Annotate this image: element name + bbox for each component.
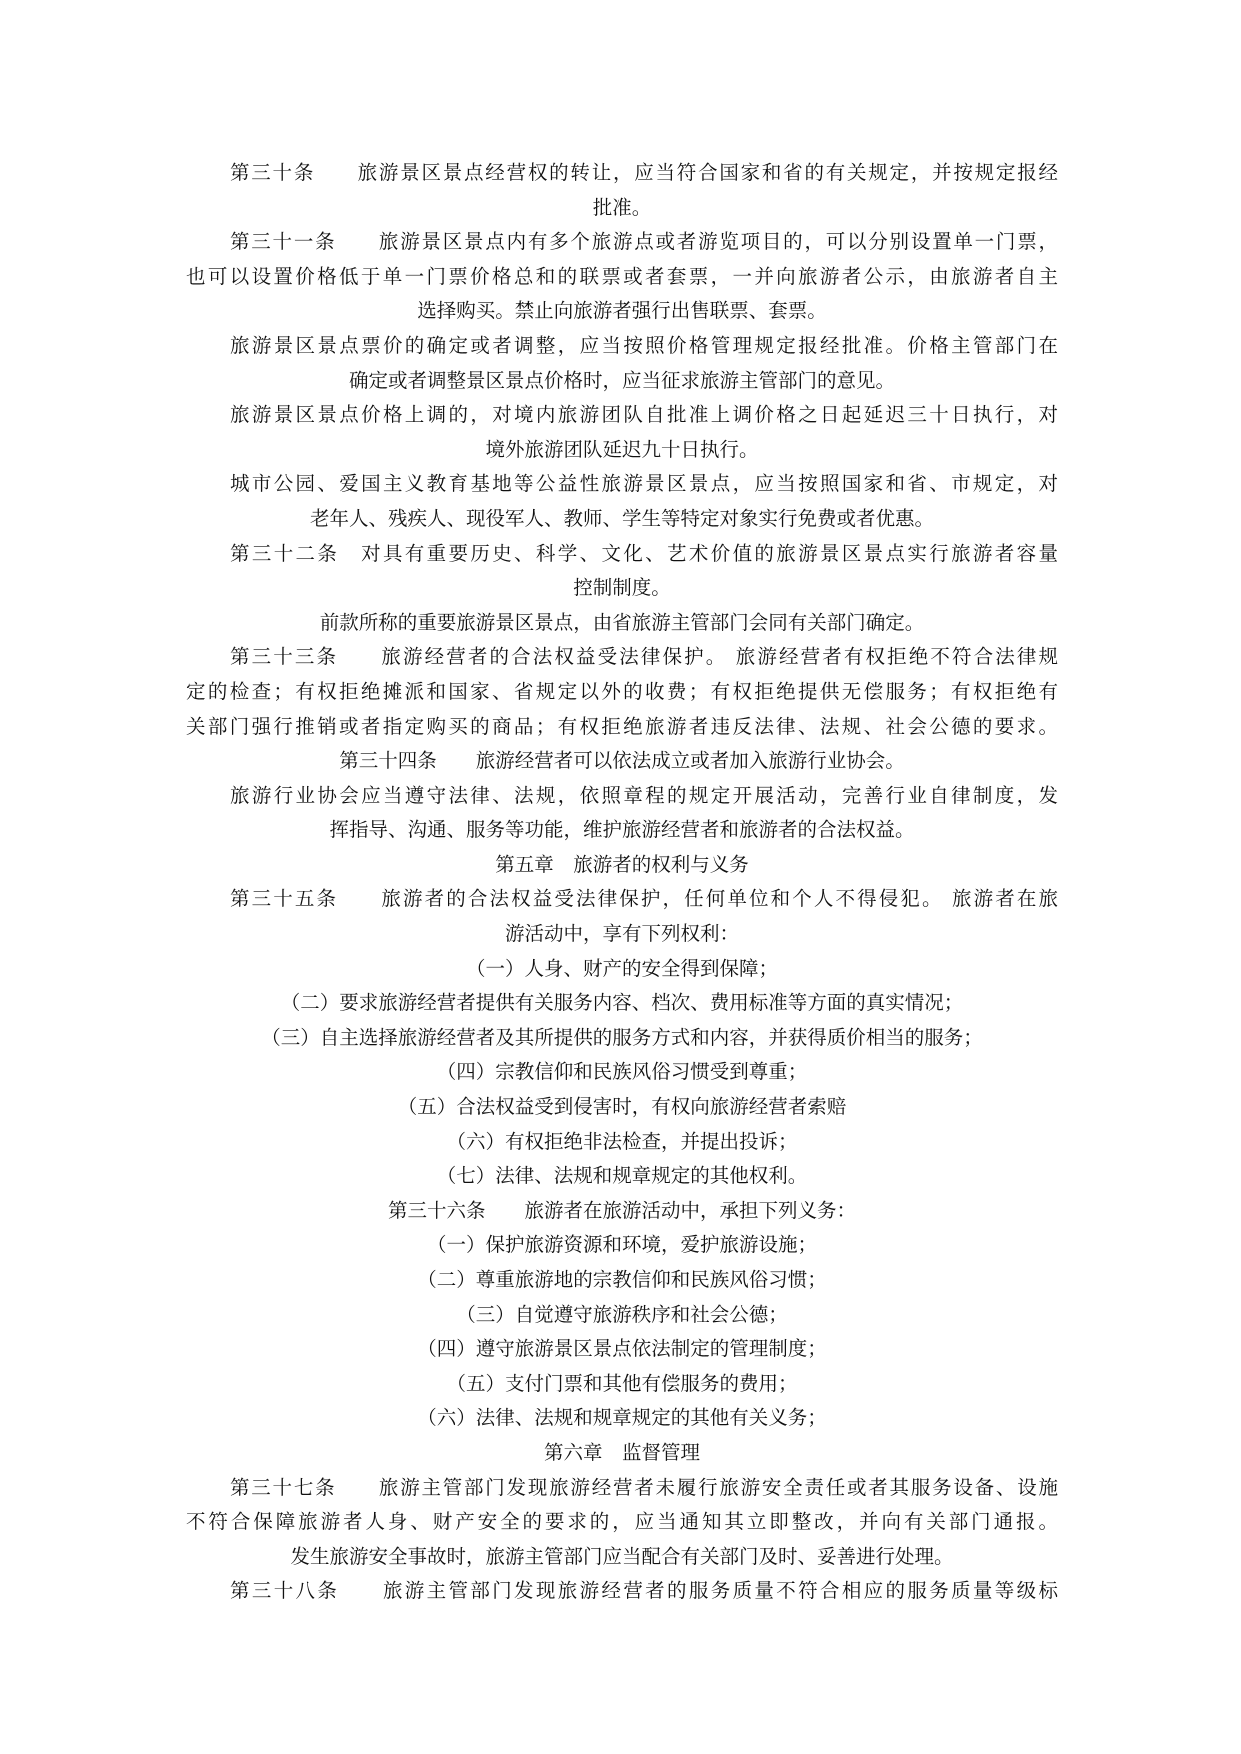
list-item: （二）要求旅游经营者提供有关服务内容、档次、费用标准等方面的真实情况； [280, 991, 964, 1015]
list-item: （三）自主选择旅游经营者及其所提供的服务方式和内容，并获得质价相当的服务； [261, 1025, 983, 1049]
text-line: 发生旅游安全事故时，旅游主管部门应当配合有关部门及时、妥善进行处理。 [290, 1544, 954, 1568]
text-line: 第三十八条 旅游主管部门发现旅游经营者的服务质量不符合相应的服务质量等级标 [230, 1579, 1058, 1603]
document-body [186, 156, 1058, 1609]
text-line: 关部门强行推销或者指定购买的商品；有权拒绝旅游者违反法律、法规、社会公德的要求。 [186, 714, 1058, 738]
list-item: （四）遵守旅游景区景点依法制定的管理制度； [417, 1337, 827, 1361]
text-line: 游活动中，享有下列权利： [504, 922, 739, 946]
text-line: 旅游景区景点票价的确定或者调整，应当按照价格管理规定报经批准。价格主管部门在 [230, 333, 1058, 357]
list-item: （三）自觉遵守旅游秩序和社会公德； [456, 1302, 788, 1326]
text-line: 第三十七条 旅游主管部门发现旅游经营者未履行旅游安全责任或者其服务设备、设施 [230, 1475, 1058, 1499]
text-line: 不符合保障旅游者人身、财产安全的要求的，应当通知其立即整改，并向有关部门通报。 [186, 1510, 1058, 1534]
text-line: 第三十条 旅游景区景点经营权的转让，应当符合国家和省的有关规定，并按规定报经 [230, 161, 1058, 184]
chapter-heading: 第六章 监督管理 [543, 1440, 700, 1464]
text-line: 第三十二条 对具有重要历史、科学、文化、艺术价值的旅游景区景点实行旅游者容量 [230, 541, 1058, 565]
text-line: 旅游行业协会应当遵守法律、法规，依照章程的规定开展活动，完善行业自律制度，发 [230, 783, 1058, 807]
list-item: （五）支付门票和其他有偿服务的费用； [446, 1371, 798, 1395]
text-line: 挥指导、沟通、服务等功能，维护旅游经营者和旅游者的合法权益。 [329, 818, 915, 842]
list-item: （一）人身、财产的安全得到保障； [465, 956, 778, 980]
text-line: 老年人、残疾人、现役军人、教师、学生等特定对象实行免费或者优惠。 [309, 506, 934, 530]
text-line: 境外旅游团队延迟九十日执行。 [485, 437, 759, 461]
list-item: （六）有权拒绝非法检查，并提出投诉； [446, 1129, 798, 1153]
text-line: 控制制度。 [573, 576, 671, 600]
text-line: 确定或者调整景区景点价格时，应当征求旅游主管部门的意见。 [348, 368, 895, 392]
list-item: （七）法律、法规和规章规定的其他权利。 [436, 1164, 808, 1188]
text-line: 也可以设置价格低于单一门票价格总和的联票或者套票，一并向旅游者公示，由旅游者自主 [186, 264, 1058, 288]
text-line: 第三十六条 旅游者在旅游活动中，承担下列义务： [387, 1198, 856, 1222]
text-line: 旅游景区景点价格上调的，对境内旅游团队自批准上调价格之日起延迟三十日执行，对 [230, 403, 1058, 427]
list-item: （四）宗教信仰和民族风俗习惯受到尊重； [436, 1060, 808, 1084]
text-line: 城市公园、爱国主义教育基地等公益性旅游景区景点，应当按照国家和省、市规定，对 [230, 472, 1058, 496]
text-line: 第三十一条 旅游景区景点内有多个旅游点或者游览项目的，可以分别设置单一门票， [230, 230, 1058, 254]
text-line: 定的检查；有权拒绝摊派和国家、省规定以外的收费；有权拒绝提供无偿服务；有权拒绝有 [186, 679, 1058, 703]
list-item: （一）保护旅游资源和环境，爱护旅游设施； [426, 1233, 817, 1257]
text-line: 第三十四条 旅游经营者可以依法成立或者加入旅游行业协会。 [339, 749, 905, 773]
text-line: 前款所称的重要旅游景区景点，由省旅游主管部门会同有关部门确定。 [319, 610, 925, 634]
list-item: （二）尊重旅游地的宗教信仰和民族风俗习惯； [417, 1268, 827, 1291]
text-line: 第三十三条 旅游经营者的合法权益受法律保护。 旅游经营者有权拒绝不符合法律规 [230, 645, 1058, 669]
chapter-heading: 第五章 旅游者的权利与义务 [495, 852, 749, 876]
list-item: （六）法律、法规和规章规定的其他有关义务； [417, 1406, 827, 1430]
text-line: 选择购买。禁止向旅游者强行出售联票、套票。 [417, 299, 827, 323]
text-line: 批准。 [592, 195, 652, 219]
list-item: （五）合法权益受到侵害时，有权向旅游经营者索赔 [397, 1095, 847, 1119]
text-line: 第三十五条 旅游者的合法权益受法律保护，任何单位和个人不得侵犯。 旅游者在旅 [230, 887, 1058, 911]
